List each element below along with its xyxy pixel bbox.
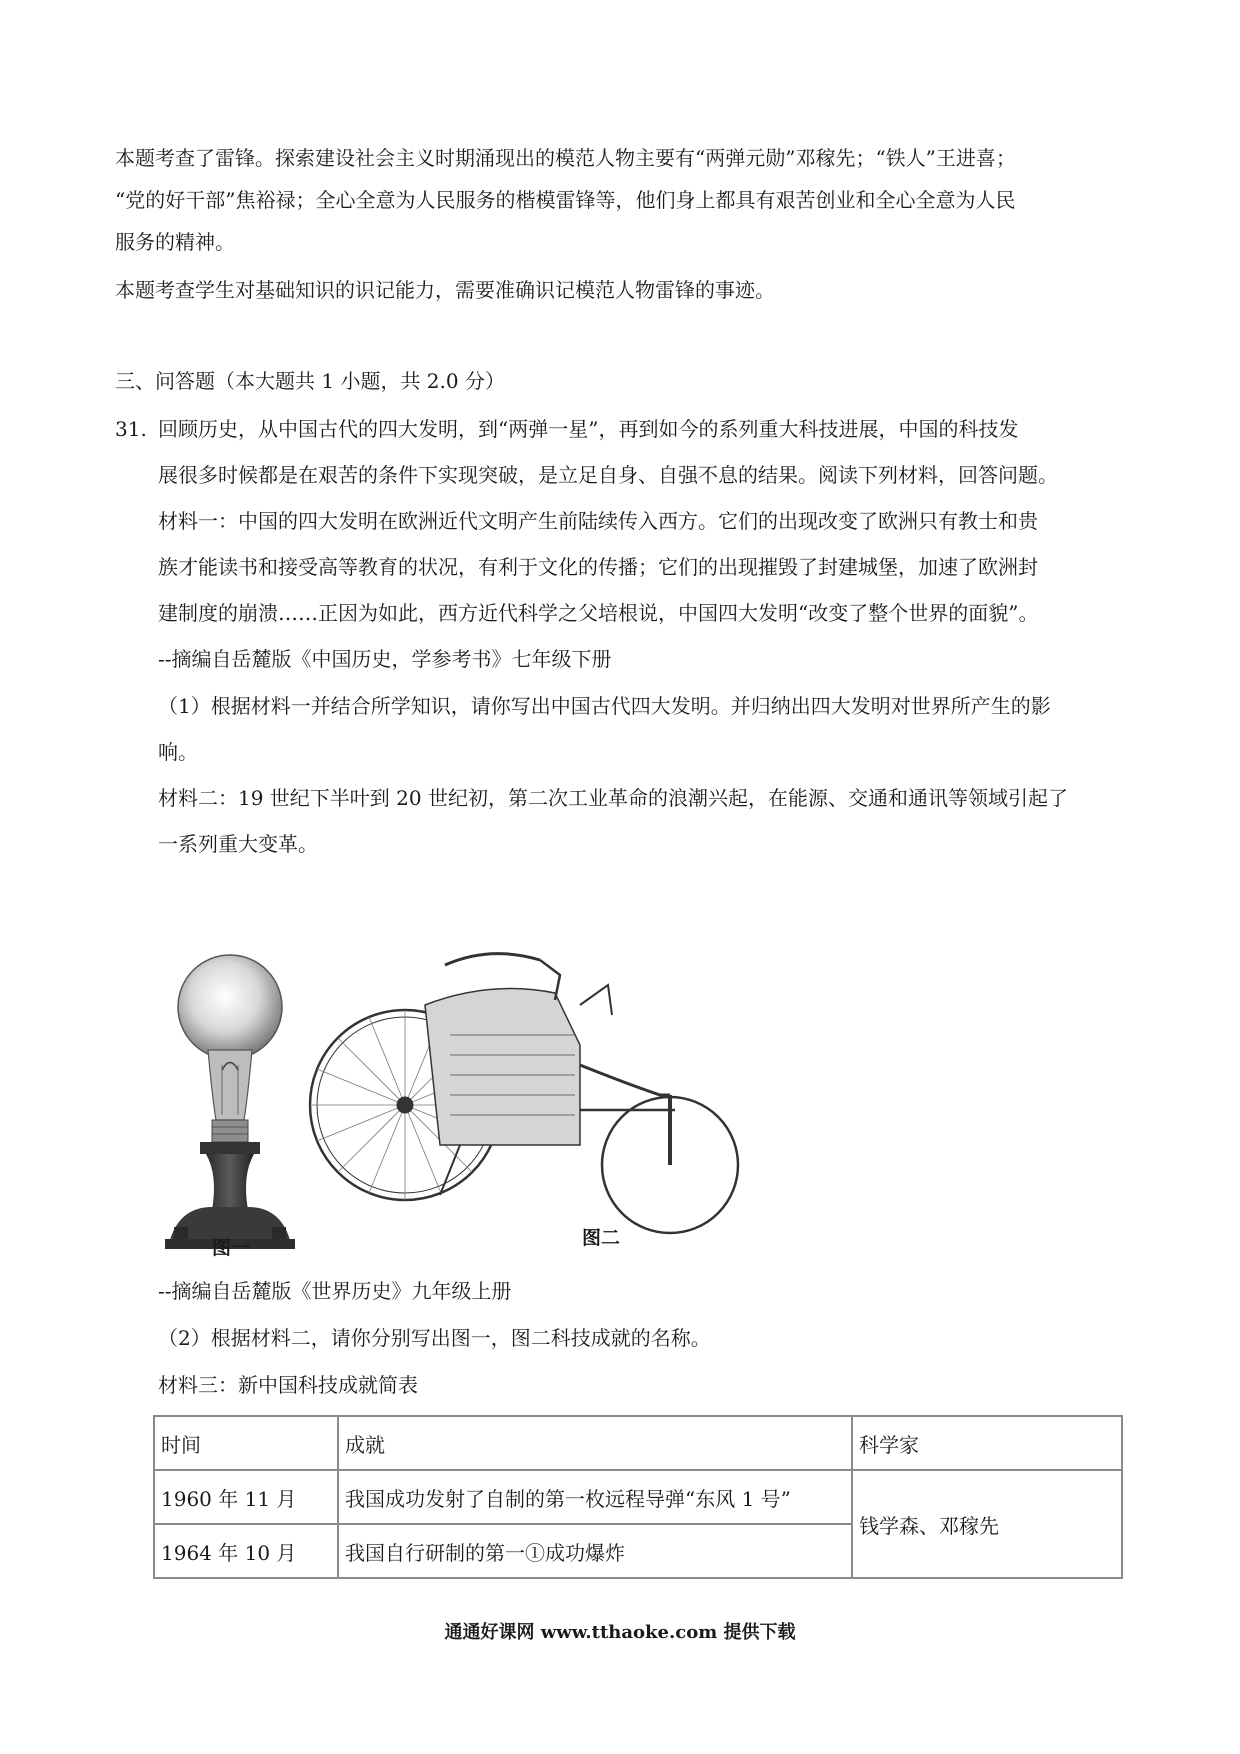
table-cell-time: 1964 年 10 月	[154, 1524, 338, 1578]
table-cell-scientists: 钱学森、邓稼先	[852, 1470, 1122, 1578]
intro-line-1: 本题考查了雷锋。探索建设社会主义时期涌现出的模范人物主要有“两弹元勋”邓稼先；“铁人”王进喜；	[115, 146, 1016, 170]
question-line-1: 回顾历史，从中国古代的四大发明，到“两弹一星”，再到如今的系列重大科技进展，中国的科技发	[158, 417, 1019, 441]
intro-line-3: 服务的精神。	[115, 230, 235, 254]
table-cell-achievement: 我国成功发射了自制的第一枚远程导弹“东风 1 号”	[338, 1470, 852, 1524]
figure-illustrations	[160, 945, 800, 1265]
figure-2-caption: 图二	[582, 1227, 621, 1249]
material-3-title: 材料三：新中国科技成就简表	[158, 1373, 418, 1397]
material-1-line-3: 建制度的崩溃……正因为如此，西方近代科学之父培根说，中国四大发明“改变了整个世界的面貌”。	[158, 601, 1039, 625]
material-2-line-1: 材料二：19 世纪下半叶到 20 世纪初，第二次工业革命的浪潮兴起，在能源、交通和通讯等领域引起了	[158, 786, 1068, 810]
table-cell-achievement: 我国自行研制的第一①成功爆炸	[338, 1524, 852, 1578]
intro-line-2: “党的好干部”焦裕禄；全心全意为人民服务的楷模雷锋等，他们身上都具有艰苦创业和全心全意为人民	[115, 188, 1016, 212]
sub-question-1-line-2: 响。	[158, 740, 198, 764]
table-cell-time: 1960 年 11 月	[154, 1470, 338, 1524]
table-header-achievement: 成就	[338, 1416, 852, 1470]
page-footer: 通通好课网 www.tthaoke.com 提供下载	[444, 1622, 796, 1643]
light-bulb-icon	[165, 955, 295, 1249]
intro-line-4: 本题考查学生对基础知识的识记能力，需要准确识记模范人物雷锋的事迹。	[115, 278, 775, 302]
table-row	[154, 1470, 1122, 1524]
motor-car-icon	[310, 954, 738, 1233]
material-1-line-1: 材料一：中国的四大发明在欧洲近代文明产生前陆续传入西方。它们的出现改变了欧洲只有教士和贵	[158, 509, 1038, 533]
question-line-2: 展很多时候都是在艰苦的条件下实现突破，是立足自身、自强不息的结果。阅读下列材料，回答问题。	[158, 463, 1058, 487]
figure-1-caption: 图一	[212, 1237, 251, 1259]
material-2-line-2: 一系列重大变革。	[158, 832, 318, 856]
table-header-row	[154, 1416, 1122, 1470]
figure-area	[160, 945, 800, 1265]
sub-question-1-line-1: （1）根据材料一并结合所学知识，请你写出中国古代四大发明。并归纳出四大发明对世界所产生的影	[158, 694, 1051, 718]
sub-question-2: （2）根据材料二，请你分别写出图一，图二科技成就的名称。	[158, 1326, 711, 1350]
table-header-scientist: 科学家	[852, 1416, 1122, 1470]
material-2-source: --摘编自岳麓版《世界历史》九年级上册	[158, 1279, 512, 1303]
material-1-source: --摘编自岳麓版《中国历史，学参考书》七年级下册	[158, 647, 612, 671]
material-1-line-2: 族才能读书和接受高等教育的状况，有利于文化的传播；它们的出现摧毁了封建城堡，加速了欧洲封	[158, 555, 1038, 579]
achievements-table	[153, 1415, 1123, 1579]
section-heading: 三、问答题（本大题共 1 小题，共 2.0 分）	[115, 369, 505, 393]
table-header-time: 时间	[154, 1416, 338, 1470]
question-number: 31.	[115, 417, 147, 441]
